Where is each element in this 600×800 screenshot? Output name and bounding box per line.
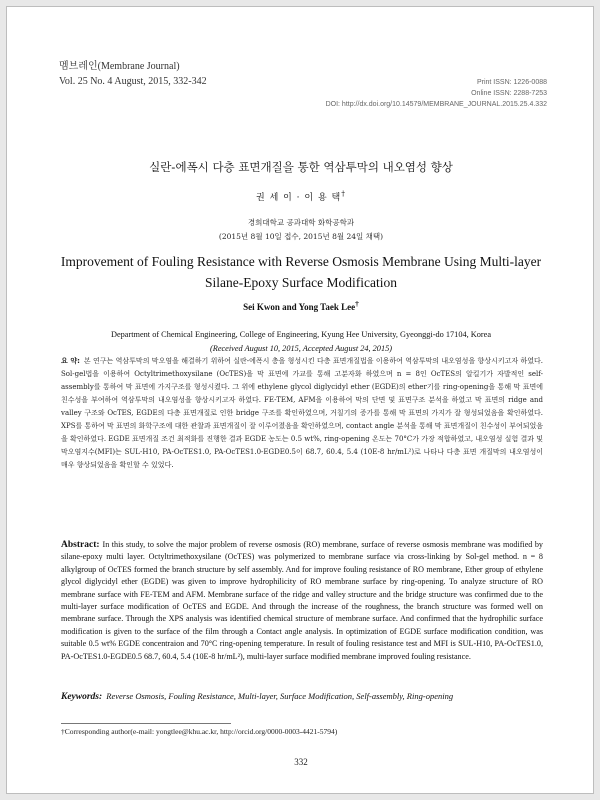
korean-abstract-label: 요 약: bbox=[61, 357, 80, 365]
volume-line: Vol. 25 No. 4 August, 2015, 332-342 bbox=[59, 76, 207, 87]
korean-dates: (2015년 8월 10일 접수, 2015년 8월 24일 채택) bbox=[218, 232, 384, 241]
english-affiliation-block bbox=[55, 328, 547, 356]
doi-link[interactable]: DOI: http://dx.doi.org/10.14579/MEMBRANE_JOURNAL.2015.25.4.332 bbox=[325, 101, 547, 108]
korean-affiliation-block bbox=[7, 216, 595, 244]
korean-affiliation: 경희대학교 공과대학 화학공학과 bbox=[247, 218, 355, 227]
page-number: 332 bbox=[294, 757, 308, 767]
korean-abstract-text: 본 연구는 역삼투막의 막오염을 해결하기 위하여 실란-에폭시 층을 형성시킨 다층 표면개질법을 이용하여 역삼투막의 내오염성을 향상시키고자 하였다. Sol-gel법을 이용하여 Octyltrimethoxysilane (OcTES)을 막 표면에 가교를 통해 고분자화 하였으며 n = 8인 OcTES의 알킬기가 자발적인 self-assembly를 통하여 막 표면에 가지구조를 형성시켰다. 그 위에 ethylene glycol diglycidyl ether (EGDE)의 ether기를 ring-opening을 통해 막 표면에 친수성을 부여하여 역삼투막의 내오염성을 향상시키고자 하였다. FE-TEM, AFM을 이용하여 막의 단면 및 표면구조 분석을 하였고 막 표면의 ridge and valley 구조와 OcTES, EGDE의 다층 표면개질로 인한 bridge 구조를 확인하였으며, 거칠기의 증가를 통해 막 표면의 가지가 잘 형성되었음을 확인하였다. XPS를 통하여 막 표면의 화학구조에 대한 관찰과 표면개질이 잘 이루어졌음을 확인하였으며, contact angle 분석을 통해 막 표면개질이 친수성이 부여되었음을 확인하였다. EGDE 표면개질 조건 최적화를 진행한 결과 EGDE 농도는 0.5 wt%, ring-opening 온도는 70°C가 가장 적합하였고, 내오염성 실험 결과 및 막오염지수(MFI)는 SUL-H10, PA-OcTES1.0, PA-OcTES1.0-EGDE0.5이 68.7, 60.4, 5.4 (10E-8 hr/mL²)로 나타나 다층 표면 개질막의 내오염성이 매우 향상되었음을 확인할 수 있었다. bbox=[61, 357, 543, 469]
english-author-names: Sei Kwon and Yong Taek Lee bbox=[243, 302, 356, 312]
footnote-divider bbox=[61, 723, 231, 724]
received-dates: (Received August 10, 2015, Accepted August 24, 2015) bbox=[209, 344, 393, 353]
english-authors bbox=[7, 299, 595, 312]
journal-header bbox=[59, 59, 207, 89]
keywords-text: Reverse Osmosis, Fouling Resistance, Multi-layer, Surface Modification, Self-assembly, Ring-opening bbox=[106, 691, 454, 701]
english-affiliation: Department of Chemical Engineering, College of Engineering, Kyung Hee University, Gyeonggi-do 17104, Korea bbox=[110, 330, 492, 339]
keywords bbox=[61, 691, 543, 702]
english-title: Improvement of Fouling Resistance with Reverse Osmosis Membrane Using Multi-layer Silane-Epoxy Surface Modification bbox=[60, 254, 542, 290]
korean-title: 실란-에폭시 다층 표면개질을 통한 역삼투막의 내오염성 향상 bbox=[149, 160, 453, 174]
korean-abstract bbox=[61, 355, 543, 472]
korean-authors bbox=[7, 189, 595, 203]
paper-page bbox=[6, 6, 594, 794]
english-abstract-label: Abstract: bbox=[61, 540, 100, 550]
corresponding-author-footnote: †Corresponding author(e-mail: yongtlee@khu.ac.kr, http://orcid.org/0000-0003-4421-5794) bbox=[61, 727, 338, 736]
korean-author-names: 권 세 이 · 이 용 택 bbox=[256, 193, 342, 203]
keywords-label: Keywords: bbox=[61, 692, 103, 702]
issn-block bbox=[326, 77, 547, 110]
online-issn: Online ISSN: 2288-7253 bbox=[471, 90, 547, 97]
english-abstract bbox=[61, 539, 543, 663]
corresponding-author-mark-en: † bbox=[355, 299, 359, 308]
corresponding-author-mark: † bbox=[341, 189, 346, 198]
journal-name: 멤브레인(Membrane Journal) bbox=[59, 61, 180, 72]
print-issn: Print ISSN: 1226-0088 bbox=[476, 79, 547, 86]
english-abstract-text: In this study, to solve the major problem of reverse osmosis (RO) membrane, surface of reverse osmosis membrane was modified by silane-epoxy multi layer. Octyltrimethoxysilane (OcTES) was polymerized to membrane surface via cross-linking by Sol-gel method. n = 8 alkylgroup of OcTES formed the branch structure by self assembly. And for improve fouling resistance of RO membrane, Ether group of ethylene glycol diglycidyl ether (EGDE) was given to improve hydrophilicity of RO membrane surface by ring-opening. To analyze structure of RO membrane surface with FE-TEM and AFM. Membrane surface of the ridge and valley structure and the bridge structure was confirmed due to the multi-layer surface modification of OcTES and EGDE. And through the increase of the roughness, the branch structure was formed well on membrane surface. Through the XPS analysis was identified chemical structure of membrane surface. And confirmed that the hydrophilic surface modification is given to the surface of the film through a Contact angle analysis. In optimization of EGDE surface modification condition, was suitable 0.5 wt% EGDE concentraion and 70°C ring-opening temperature. In result of fouling resistance test and MFI is SUL-H10, PA-OcTES1.0, PA-OcTES1.0-EGDE0.5 68.7, 60.4, 5.4 (10E-8 hr/mL²), multi-layer surface modified membrane improved fouling resistance. bbox=[61, 540, 543, 661]
